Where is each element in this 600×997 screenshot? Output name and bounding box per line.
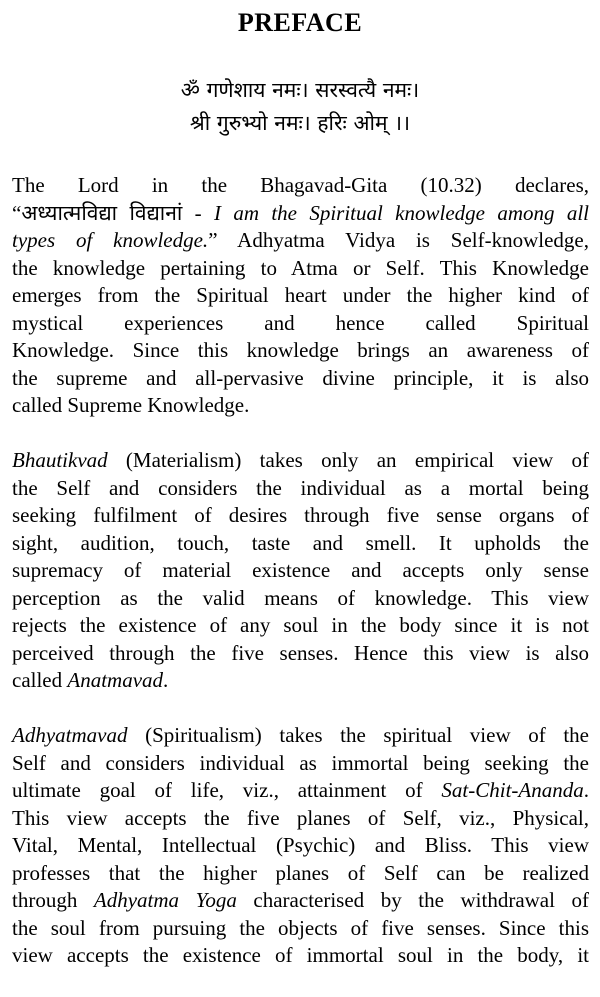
italic-term: types of knowledge. (12, 228, 209, 252)
text-line (12, 915, 589, 943)
italic-term: Anatmavad (67, 668, 164, 692)
text-segment: the knowledge pertaining to Atma or Self. This Knowledge (12, 255, 589, 280)
text-segment: view accepts the existence of immortal soul in the body, it (12, 943, 589, 967)
italic-term: Adhyatmavad (12, 723, 128, 747)
text-segment: perceived through the five senses. Hence this view is also (12, 640, 589, 665)
text-segment: the soul from pursuing the objects of five senses. Since this (12, 915, 589, 940)
text-line (12, 722, 589, 750)
text-segment: (Materialism) takes only an empirical view of (107, 448, 589, 472)
text-line (12, 585, 589, 613)
text-line (12, 392, 589, 420)
text-line (12, 750, 589, 778)
text-line (12, 365, 589, 393)
text-line (12, 557, 589, 585)
text-line (12, 282, 589, 310)
invocation-line: श्री गुरुभ्यो नमः। हरिः ओम् ।। (189, 111, 411, 135)
invocation-line: ॐ गणेशाय नमः। सरस्वत्यै नमः। (180, 78, 420, 102)
text-segment: perception as the valid means of knowledge. This view (12, 585, 589, 610)
page-title: PREFACE (237, 8, 363, 37)
text-segment: emerges from the Spiritual heart under the higher kind of (12, 283, 589, 307)
text-line (12, 777, 589, 805)
italic-term: I am the Spiritual knowledge among all (214, 200, 589, 225)
text-segment: supremacy of material existence and accepts only sense (12, 558, 589, 582)
paragraph (12, 447, 589, 695)
text-line (12, 530, 589, 558)
text-segment: Self and considers individual as immortal being seeking the (12, 750, 589, 775)
text-line (12, 337, 589, 365)
text-segment: the Self and considers the individual as a mortal being (12, 475, 589, 500)
text-line (12, 942, 589, 970)
text-segment: called Supreme Knowledge. (12, 393, 250, 417)
text-line (12, 172, 589, 200)
text-line (12, 502, 589, 530)
text-segment: The Lord in the Bhagavad-Gita (10.32) declares, (12, 173, 589, 197)
text-line (12, 255, 589, 283)
text-segment: . (583, 778, 589, 802)
paragraph (12, 172, 589, 420)
text-segment: mystical experiences and hence called Spiritual (12, 310, 589, 335)
text-segment: “अध्यात्मविद्या विद्यानां - (12, 200, 215, 225)
text-line (12, 310, 589, 338)
italic-term: Bhautikvad (12, 448, 108, 472)
italic-term: Adhyatma Yoga (93, 888, 237, 912)
text-segment: Knowledge. Since this knowledge brings an awareness of (12, 338, 589, 362)
text-segment: characterised by the withdrawal of (236, 888, 590, 912)
text-line (12, 832, 589, 860)
text-line (12, 860, 589, 888)
text-line (12, 612, 589, 640)
text-line (12, 887, 589, 915)
text-segment: rejects the existence of any soul in the body since it is not (12, 613, 589, 637)
text-segment: ultimate goal of life, viz., attainment of (12, 778, 442, 802)
text-segment: (Spiritualism) takes the spiritual view of the (127, 723, 589, 747)
text-line (12, 227, 589, 255)
paragraph (12, 722, 589, 970)
text-segment: professes that the higher planes of Self can be realized (12, 860, 589, 885)
text-segment: through (12, 888, 94, 912)
text-segment: This view accepts the five planes of Self, viz., Physical, (12, 805, 589, 830)
text-segment: Vital, Mental, Intellectual (Psychic) and Bliss. This view (12, 833, 589, 857)
text-line (12, 475, 589, 503)
text-line (12, 200, 589, 228)
text-segment: called (12, 668, 68, 692)
text-line (12, 805, 589, 833)
italic-term: Sat-Chit-Ananda (441, 778, 584, 802)
preface-body (12, 172, 589, 997)
text-segment: the supreme and all-pervasive divine principle, it is also (12, 365, 589, 390)
text-segment: sight, audition, touch, taste and smell. It upholds the (12, 530, 589, 555)
text-segment: seeking fulfilment of desires through five sense organs of (12, 503, 589, 527)
text-segment: ” Adhyatma Vidya is Self-knowledge, (208, 228, 589, 252)
text-line (12, 640, 589, 668)
text-segment: . (163, 668, 169, 692)
text-line (12, 447, 589, 475)
text-line (12, 667, 589, 695)
